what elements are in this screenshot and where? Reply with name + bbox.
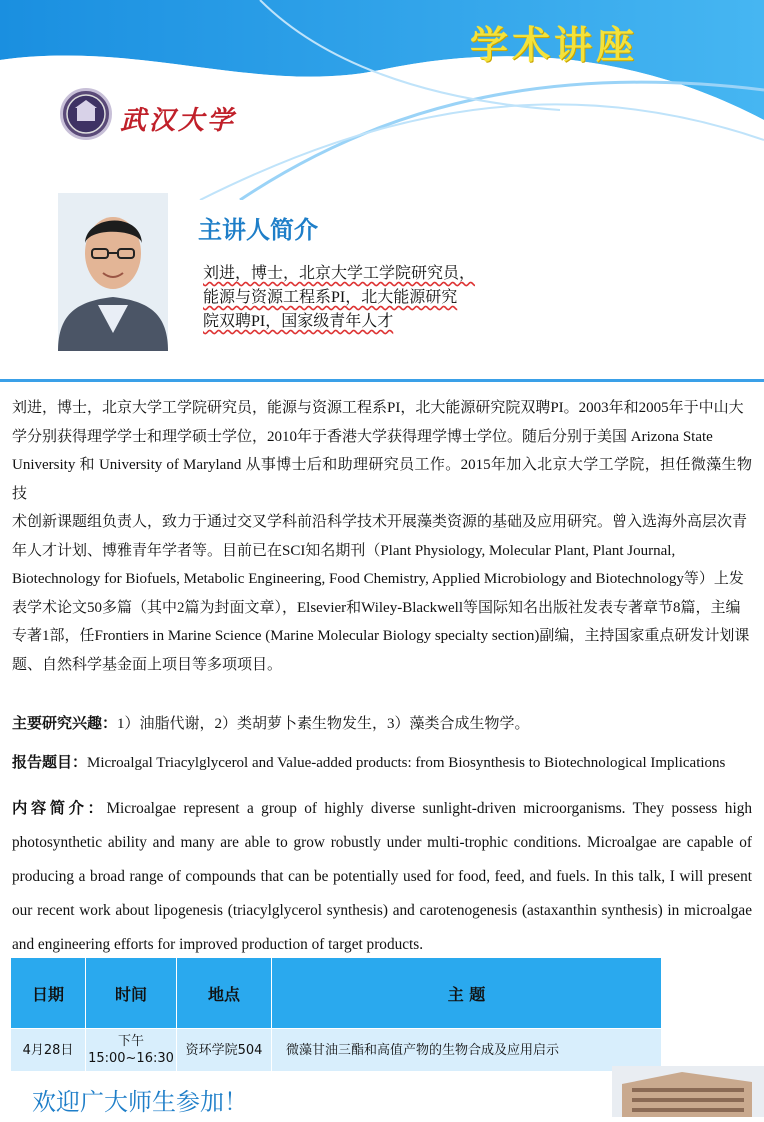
report-text: Microalgal Triacylglycerol and Value-added products: from Biosynthesis to Biotechnological Implications bbox=[87, 755, 726, 771]
table-header-row bbox=[11, 958, 662, 1029]
bio-line: 表学术论文50多篇（其中2篇为封面文章），Elsevier和Wiley-Blackwell等国际知名出版社发表专著章节8篇，主编 bbox=[12, 599, 741, 616]
table-row bbox=[11, 1029, 662, 1072]
building-image bbox=[612, 1066, 764, 1117]
abstract-text: Microalgae represent a group of highly diverse sunlight-driven microorganisms. They possess high photosynthetic ability and many are able to grow robustly under multi-trophic conditions. Microalgae are capable of producing a broad range of compounds that can be potentially used for food, feed, and fuels. In this talk, I will present our recent work about lipogenesis (triacylglycerol synthesis) and carotenogenesis (astaxanthin synthesis) in microalgae and engineering efforts for improved production of target products. bbox=[12, 800, 752, 953]
report-label: 报告题目： bbox=[12, 755, 88, 771]
abstract bbox=[12, 792, 752, 962]
bio-line: 刘进，博士，北京大学工学院研究员，能源与资源工程系PI，北大能源研究院双聘PI。2003年和2005年于中山大 bbox=[12, 400, 744, 416]
research-label: 主要研究兴趣： bbox=[12, 716, 118, 732]
section-divider bbox=[0, 379, 764, 382]
welcome-text: 欢迎广大师生参加！ bbox=[32, 1088, 248, 1116]
cell-time-line: 15:00~16:30 bbox=[88, 1051, 174, 1066]
speaker-bio bbox=[12, 394, 752, 679]
research-text: 1）油脂代谢，2）类胡萝卜素生物发生，3）藻类合成生物学。 bbox=[117, 716, 530, 732]
speaker-brief-line: 刘进，博士，北京大学工学院研究员， bbox=[203, 265, 476, 282]
cell-time bbox=[86, 1029, 177, 1072]
speaker-brief-line: 院双聘PI，国家级青年人才 bbox=[203, 313, 394, 330]
speaker-heading: 主讲人简介 bbox=[198, 216, 318, 244]
bio-line: 年人才计划、博雅青年学者等。目前已在SCI知名期刊（Plant Physiology, Molecular Plant, Plant Journal, bbox=[12, 542, 676, 559]
research-interests bbox=[12, 710, 752, 738]
bio-line: 专著1部，任Frontiers in Marine Science (Marine Molecular Biology specialty section)副编，主持国家重点研发计划课 bbox=[12, 628, 750, 644]
report-title bbox=[12, 749, 752, 777]
header-time: 时间 bbox=[86, 958, 177, 1029]
bio-line: 学分别获得理学学士和理学硕士学位，2010年于香港大学获得理学博士学位。随后分别于美国 Arizona State bbox=[12, 428, 713, 445]
person-icon bbox=[58, 193, 168, 351]
speaker-brief bbox=[203, 262, 503, 334]
cell-place: 资环学院504 bbox=[177, 1029, 272, 1072]
speaker-photo bbox=[58, 193, 168, 351]
header-place: 地点 bbox=[177, 958, 272, 1029]
cell-time-line: 下午 bbox=[117, 1034, 144, 1049]
bio-line: 题、自然科学基金面上项目等多项项目。 bbox=[12, 656, 283, 673]
bio-line: University 和 University of Maryland 从事博士后和助理研究员工作。2015年加入北京大学工学院，担任微藻生物技 bbox=[12, 457, 752, 502]
university-logo bbox=[60, 88, 112, 140]
header-banner bbox=[0, 0, 764, 200]
cell-topic: 微藻甘油三酯和高值产物的生物合成及应用启示 bbox=[272, 1029, 662, 1072]
page-title: 学术讲座 bbox=[470, 23, 639, 67]
cell-date: 4月28日 bbox=[11, 1029, 86, 1072]
schedule-table bbox=[10, 957, 662, 1072]
wave-background bbox=[0, 0, 764, 200]
header-topic: 主 题 bbox=[272, 958, 662, 1029]
header-date: 日期 bbox=[11, 958, 86, 1029]
speaker-brief-line: 能源与资源工程系PI，北大能源研究 bbox=[203, 289, 458, 306]
building-icon bbox=[612, 1066, 764, 1117]
abstract-label: 内容简介： bbox=[12, 800, 107, 817]
bio-line: 术创新课题组负责人，致力于通过交叉学科前沿科学技术开展藻类资源的基础及应用研究。曾入选海外高层次青 bbox=[12, 514, 748, 530]
university-name: 武汉大学 bbox=[120, 106, 237, 136]
bio-line: Biotechnology for Biofuels, Metabolic Engineering, Food Chemistry, Applied Microbiology and Biotechnology等）上发 bbox=[12, 571, 744, 587]
emblem-icon bbox=[63, 91, 109, 137]
